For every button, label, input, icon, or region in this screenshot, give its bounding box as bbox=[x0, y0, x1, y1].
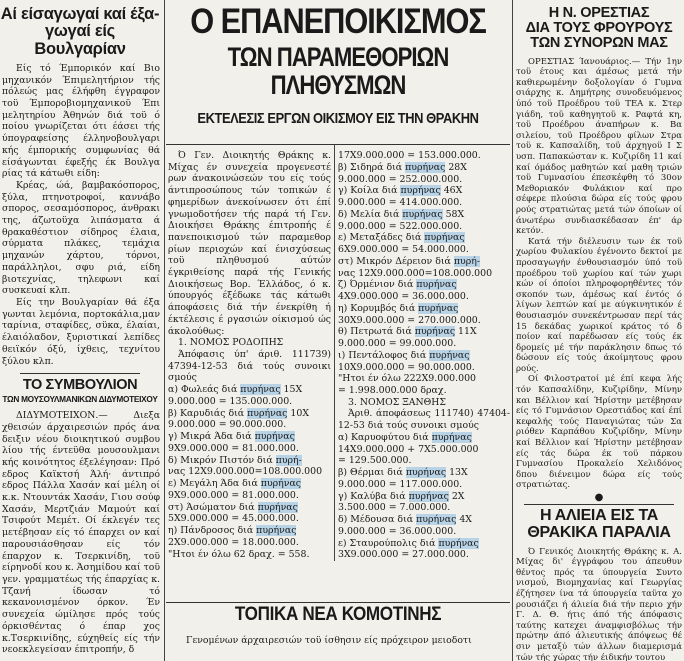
settlement-line: 9.000.000 = 99.000.000. bbox=[338, 338, 457, 349]
local-news-headline: ΤΟΠΙΚΑ ΝΕΑ ΚΟΜΟΤΙΝΗΣ bbox=[234, 605, 442, 625]
article-paragraph: Είς τό Έμπορικόν καί Βιο μηχανικόν Έπιμελητήριον τής πόλεώς μας έλήφθη έγγραφον τοϋ Έμποροβιομηχανικοϋ Έπι μελητηρίου Άθηνών διά τοϋ ό ποίου γνωρίζεται ότι έάσει τής ύπογραφείσης έλληνοβουλγαρι κής έμπορικής συμφωνίας θά είσάγωνται έφεξής έκ Βουλγα ρίας τά κάτωθι είδη: bbox=[2, 62, 160, 180]
settlement-line: 3Χ9.000.000 = 27.000.000. bbox=[338, 549, 469, 560]
main-headline-block bbox=[166, 0, 510, 145]
settlement-line: 9.000.000 = 252.000.000. bbox=[338, 173, 463, 185]
settlement-line: στ) Άσώματον διά πυρήνας bbox=[168, 501, 298, 513]
article-headline-fishing: Η ΑΛΙΕΙΑ ΕΙΣ ΤΑ ΘΡΑΚΙΚΑ ΠΑΡΑΛΙΑ bbox=[527, 507, 671, 541]
headline-divider bbox=[166, 144, 510, 145]
settlement-line: 9.000.000 = 414.000.000. bbox=[338, 197, 463, 208]
rodopi-settlements-list bbox=[168, 384, 331, 560]
settlement-line: β) Καρυδιάς διά πυρήνας 10Χ bbox=[168, 407, 309, 419]
settlement-line: δ) Μικρόν Πιστόν διά πυρή- bbox=[168, 454, 302, 466]
section-divider bbox=[524, 504, 674, 505]
column-orestias bbox=[516, 0, 682, 661]
settlement-line: 9.000.000 = 117.000.000. bbox=[338, 478, 463, 490]
main-headline: Ο ΕΠΑΝΕΠΟΙΚΙΣΜΟΣ ΤΩΝ ΠΑΡΑΜΕΘΟΡΙΩΝ ΠΛΗΘΥΣΜΩΝ bbox=[190, 2, 486, 101]
settlement-line: 14Χ9.000.000 + 7Χ5.000.000 bbox=[338, 443, 479, 455]
local-news-text: Γενομένων άρχαιρεσιών τοϋ ίσθησιν είς πρόχειρον μειοδοτι bbox=[186, 634, 472, 646]
settlement-line: 3.500.000 = 7.000.000. bbox=[338, 502, 451, 514]
article-paragraph: ΟΡΕΣΤΙΑΣ Ίανουάριος.— Τήν 1ην τοϋ έτους και άμέσως μετά τήν καθιερωμένην δοξολογίαν ό Γυμνα σιάρχης κ. Δημήτρης συνοδευόμενος ύπό τοϋ Προέδρου τοϋ ΤΕΑ κ. Στερ γιάδη, τοϋ καθηγητοϋ κ. Ραφτά κη, τοϋ Προέδρου άναπήρων κ. Βα σιλείου, τοϋ Προέδρου φίλων Στρα τοϋ κ. Καπσαλίδη, τοϋ άρχηγοϋ Ι Σ υσπ. Παπακώσταν κ. Κυζιρίδη 11 καί καί όμάδος μαθητών καί μαθη τριών τοϋ Γυμνασίου έπεσκέφθη τό 30ον Μεθοριακόν Φυλάκιον καί προ σέφερε πλούσια δώρα είς τούς φρου ρούς στρατιώτας μετά τών όποίων οί άνωτέρω συνδιασκέδασαν έπ' άρ κετόν. bbox=[516, 56, 682, 237]
main-subheadline: ΕΚΤΕΛΕΣΙΣ ΕΡΓΩΝ ΟΙΚΙΣΜΟΥ ΕΙΣ ΤΗΝ ΘΡΑΚΗΝ bbox=[197, 110, 479, 128]
section-title-xanthi: 3. ΝΟΜΟΣ ΞΑΝΘΗΣ bbox=[348, 396, 446, 408]
settlement-line: η) Κορυμβός διά πυρήνας bbox=[338, 302, 459, 314]
article-headline-imports: Αί είσαγωγαί καί έξα- γωγαί είς Βουλγαρίαν bbox=[0, 5, 160, 58]
settlement-line: 9.000.000 = 90.000.000. bbox=[168, 419, 287, 431]
settlement-line: 9Χ9.000.000 = 81.000.000. bbox=[168, 442, 299, 454]
settlement-line: ε) Μεταξάδες διά πυρήνας bbox=[338, 232, 465, 244]
settlement-line: δ) Μέδουσα διά πυρήνας 4Χ bbox=[338, 514, 472, 526]
settlement-line: δ) Μελία διά πυρήνας 58Χ bbox=[338, 208, 465, 220]
settlement-line: "Ητοι έν όλω 62 δραχ. = 558. bbox=[168, 548, 310, 560]
settlement-line: γ) Μικρά Άδα διά πυρήνας bbox=[168, 431, 295, 443]
article-headline-orestias: Η Ν. ΟΡΕΣΤΙΑΣ ΔΙΑ ΤΟΥΣ ΦΡΟΥΡΟΥΣ ΤΩΝ ΣΥΝΟΡΩΝ ΜΑΣ bbox=[525, 5, 673, 52]
article-paragraph: ΔΙΔΥΜΟΤΕΙΧΟΝ.— Διεξα χθεισών άρχαιρεσιών πρός άνα δειξιν νέου διοικητικού συμβου λίου τής έντεϋθα μουσουλμανι κής κοινότητος έξελέγησαν: Πρό εδρος Καϊκτσή Άλή· άντιπρό εδρος Πάλλα Χασάν καί μέλη οί κ.κ. Ντουντάκ Χασάν, Γιου σούφ Χασάν, Μερτζιάν Μαμούτ καί Τσιφούτ Μεμέτ. Οί έκλεγέν τες μετέβησαν είς τό έπαρχει ον καί παρουσιάσθησαν είς τόν έπαρχον κ. Τσερκινίδη, τοϋ είρηνοδί κου κ. Άσημίδου καί τοϋ γεν. γραμματέως τής έπαρχίας κ. Τζανή ίδωσαν τό κεκανονισμένον όρκον. Έν συνεχεία ώμίλησε πρός τούς όρκισθέντας ό έπαρ χος κ.Τσερκινίδης, εύχηθείς είς τήν νεοεκλεγείσαν έπιτροπήν, δ bbox=[2, 410, 160, 656]
xanthi-settlements-list bbox=[338, 432, 510, 560]
settlement-line: 5Χ9.000.000 = 45.000.000. bbox=[168, 513, 299, 525]
decision-text: Άπόφασις ύπ' άριθ. 111739) 47394-12-53 διά τούς συνοικι σμούς bbox=[168, 348, 331, 384]
settlement-line: 6Χ9.000.000 = 54.000.000. bbox=[338, 244, 469, 255]
settlement-line: 17Χ9.000.000 = 153.000.000. bbox=[338, 150, 481, 161]
local-news-block bbox=[166, 605, 510, 661]
settlement-line: = 1.998.000.000 δραχ. bbox=[338, 385, 447, 396]
settlement-line: η) Πάνδροσος διά πυρήνας bbox=[168, 525, 297, 537]
article-headline-council: ΤΟ ΣΥΜΒΟΥΛΙΟΝ ΤΩΝ ΜΟΥΣΟΥΛΜΑΝΙΚΩΝ ΔΙΔΥΜΟΤΕΙΧΟΥ bbox=[2, 377, 158, 405]
settlement-line: γ) Κοίλα διά πυρήνας 46Χ bbox=[338, 185, 463, 197]
settlement-line: ι) Πεντάλοφος διά πυρήνας bbox=[338, 349, 470, 361]
settlement-line: ε) Μεγάλη Άδα διά πυρήνας bbox=[168, 478, 302, 490]
column-rule-2 bbox=[512, 0, 513, 661]
article-paragraph: Ό Γενικός Διοικητής Θράκης κ. Α. Μίχας δι' έγγράφου του άπευθυν θέντος πρός τα ύπουργεία Συντο νισμού, Βιομηχανίας καί Γεωργίας έζήτησεν ίνα τά ύπουργεία ταϋτα χο ρουσιάζει ή άλιεία διά τήν περιο χήν Γ. Δ. Θ. ήτις άπό τής άπόφασις ταύτης κατεχει άναμφισβόλως τήν πρώτην άπό άλιευτικής άπόψεως θέ σιν μεταξύ τών άλλων διαμερισμά τών τής χώρας τήν έιδικήν τουτου bbox=[516, 546, 682, 661]
settlement-line: β) Θέρμαι διά πυρήνας 13Χ bbox=[338, 467, 468, 479]
settlement-line: 9.000.000 = 36.000.000. bbox=[338, 525, 457, 537]
article-paragraph: Κρέας, ώά, βαμβακόσπορος, ξύλα, πτηνοτροφοί, καννάβο σπορος, σεσαμόσπορος, άνθρακι της, άζωτοϋχα λιπάσματα ά θρακαθέστιον σίδηρος έλαια, σύρματα πλάκες, τεμάχια μηχανών χάρτου, τόρνοι, παράλληλοι, σφυ ριά, είδη βιοτεχνίας, τηλεφωνι καί συσκευαί κλπ. bbox=[2, 179, 160, 297]
settlement-line: 30Χ9.000.000 = 270.000.000. bbox=[338, 314, 481, 326]
column-resettlement-1 bbox=[168, 150, 331, 560]
settlement-line: 2Χ9.000.000 = 18.000.000. bbox=[168, 536, 299, 548]
settlement-line: 4Χ9.000.000 = 36.000.000. bbox=[338, 291, 469, 302]
settlement-line: β) Σιδηρά διά πυρήνας 28Χ bbox=[338, 161, 467, 173]
section-divider bbox=[20, 373, 140, 374]
settlement-line: ε) Σταυρούπολις διά πυρήνας bbox=[338, 537, 479, 549]
column-rule-1 bbox=[164, 0, 165, 661]
section-title-rodopi: 1. ΝΟΜΟΣ ΡΟΔΟΠΗΣ bbox=[178, 337, 284, 349]
settlement-line: "Ητοι έν όλω 222Χ9.000.000 bbox=[338, 373, 477, 385]
column-imports-exports bbox=[0, 0, 160, 661]
settlement-line: 10Χ9.000.000 = 90.000.000. bbox=[338, 361, 475, 373]
article-paragraph: Οί Φιλοστρατοί μέ έπί κεφα λής τόν Καπσαλίδην, Κυζιρίδην, Μίνην και Βέλλιον καί Ήρίστην μετέβησαν είς τό Γυμνάσιον Ορεστιάδος καί έπί κεφαλής τούς Παναγιώτας τών Σα ριόθεν Καρπάθου Κυζιρίδην, Μίνην καί Βέλλιον καί Ήρίστην μετέβησαν είς τάς δώρα έκ τοϋ πάρκου Γυμνασίου Προκαλείο Χελιδόνος δπου διένειμον δώρα είς τούς στρατιώτας. bbox=[516, 374, 682, 491]
settlement-line: = 129.500.000. bbox=[338, 455, 412, 467]
settlement-line: 9.000.000 = 135.000.000. bbox=[168, 395, 293, 407]
column-resettlement-2 bbox=[338, 150, 510, 560]
settlement-line: γ) Καλύβα διά πυρήνας 2Χ bbox=[338, 490, 465, 502]
settlement-line: θ) Πετρωτά διά πυρήνας 11Χ bbox=[338, 326, 477, 338]
settlement-line: 9Χ9.000.000 = 81.000.000. bbox=[168, 489, 299, 501]
settlement-line: α) Καρυοφύτου διά πυρήνας bbox=[338, 431, 472, 443]
evros-settlements-list bbox=[338, 150, 510, 397]
column-rule-3 bbox=[334, 145, 335, 561]
decision-text: Άριθ. άποφάσεως 111740) 47404-12-53 διά τούς συνοικι σμούς bbox=[338, 408, 510, 432]
article-paragraph: Κατά τήν διέλευσιν των έκ τοϋ χωρίου Φυλακίου έγένοντο δεκτοί με προσαγωγήν ένθουσιασμόν ύπό τοϋ προέδρου τοϋ χωρίου καί τών χωρι κών οί όποίοι πληροφορηθέντες τόν σκοπόν των, άμέσως καί έντός ό λίγων λεπτών καί με αύγκινητικόν έ θουσιασμόν συνεκέντρωσαν περί τάς 15 δεκάδας χωρικοί κράτος τό δ ποίον καί παρέδωσαν είς τούς έκ δρομείς μέ τήν παράκλησιν δπως τό δώσουν είς τούς άκοίμητους φρου ρούς. bbox=[516, 236, 682, 374]
settlement-line: στ) Μικρόν Δέρειον διά πυρή- bbox=[338, 255, 480, 267]
settlement-line: νας 12Χ9.000.000=108.000.000 bbox=[338, 267, 493, 279]
article-paragraph: Είς την Βουλγαρίαν θά έξα γωνται λεμόνια, πορτοκάλια,μαν ταρίνια, σταφίδες, σϋκα, έλαίαι, έλαιόλαδον, ξυριστικαί λεπίδες θειϊκόν όξύ, ίχθεις, τεχνίτου ξύλου κλπ. bbox=[2, 297, 160, 367]
settlement-line: ζ) Όρμένιον διά πυρήνας bbox=[338, 279, 457, 291]
settlement-line: νας 12Χ9.000.000=108.000.000 bbox=[168, 466, 323, 478]
article-paragraph: Ό Γεν. Διοικητής Θράκης κ. Μίχας έν συνεχεία προγενεστέ ρων άνακοινώσεών του είς τούς άντιπροσώπους τών τοπικών έ φημερίδων άνεκοίνωσεν ότι έπί γνωμοδοτήσεν τής παρά τή Γεν. Διοικήσει Θράκης έπιτροπής έ πανεποικισμού τών παραμεθορ ρίων περιοχών καί ένισχύσεως τοϋ πληθυσμού αύτών έγκριθείσης παρά τής Γενικής Διοικήσεως Βορ. Έλλάδος, ό κ. ύπουργός έξέδωκε τάς κάτωθι άποφάσεις διά τήν ένεκρίθη ή έκτέλεσις έ ργασιών οίκισμού ώς άκολούθως: bbox=[168, 150, 331, 337]
separator-mark: ● bbox=[594, 492, 604, 503]
settlement-line: α) Φωλεάς διά πυρήνας 15Χ bbox=[168, 384, 303, 396]
settlement-line: 9.000.000 = 522.000.000. bbox=[338, 220, 463, 232]
bottom-divider bbox=[166, 602, 510, 603]
